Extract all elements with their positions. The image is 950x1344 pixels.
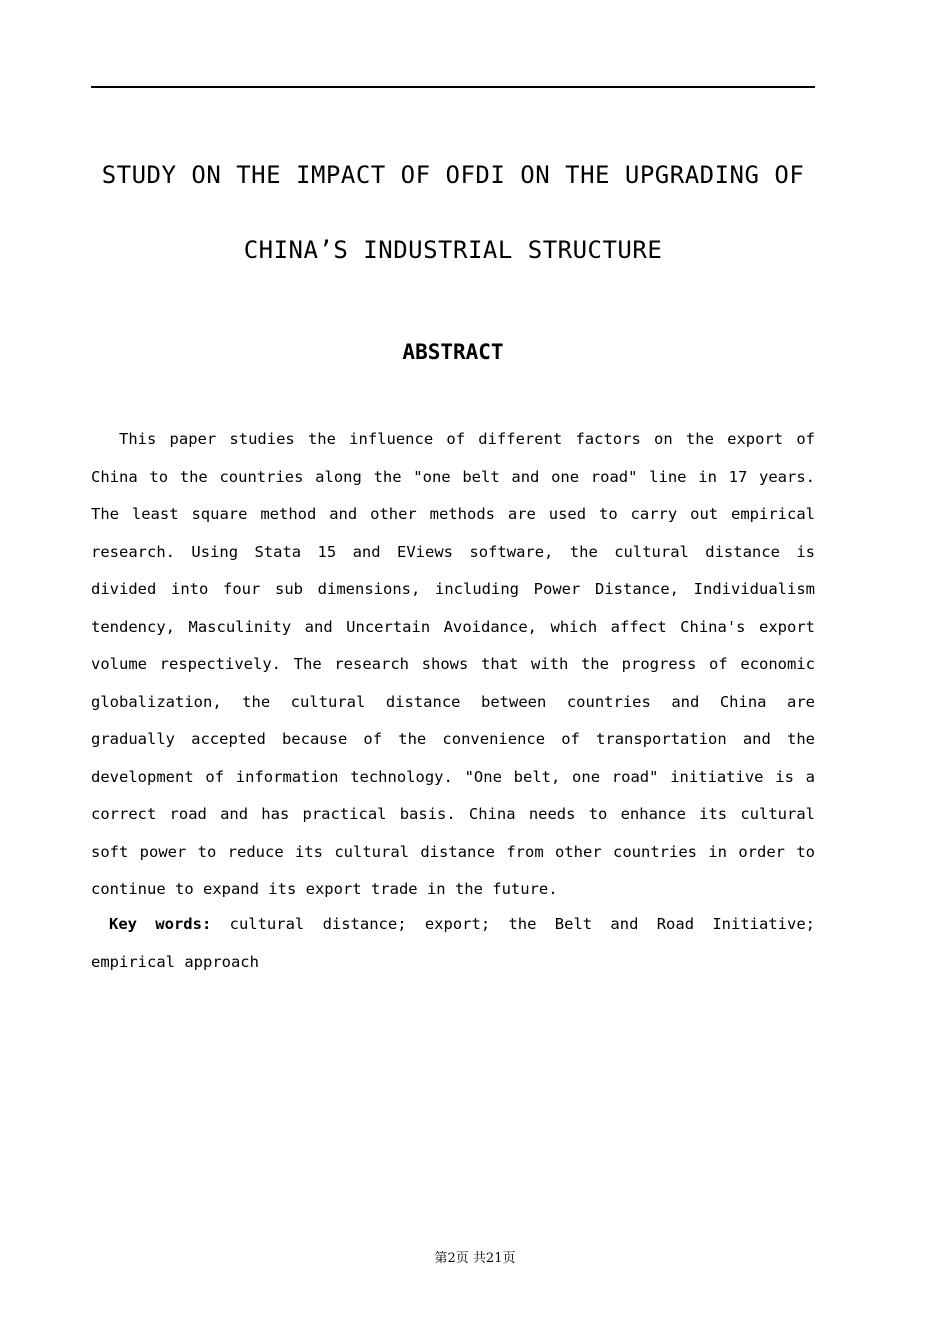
keywords-paragraph bbox=[91, 906, 815, 981]
title-line-2: CHINA’S INDUSTRIAL STRUCTURE bbox=[243, 236, 663, 264]
keywords-label: Key words: bbox=[109, 915, 212, 933]
page-footer: 第2页 共21页 bbox=[434, 1251, 516, 1266]
header-rule bbox=[91, 86, 815, 88]
abstract-paragraph: This paper studies the influence of different factors on the export of China to the countries along the "one belt and one road" line in 17 years. The least square method and other methods are used to carry out empirical research. Using Stata 15 and EViews software, the cultural distance is divided into four sub dimensions, including Power Distance, Individualism tendency, Masculinity and Uncertain Avoidance, which affect China's export volume respectively. The research shows that with the progress of economic globalization, the cultural distance between countries and China are gradually accepted because of the convenience of transportation and the development of information technology. "One belt, one road" initiative is a correct road and has practical basis. China needs to enhance its cultural soft power to reduce its cultural distance from other countries in order to continue to expand its export trade in the future. bbox=[91, 430, 815, 898]
title-line-1: STUDY ON THE IMPACT OF OFDI ON THE UPGRADING OF bbox=[101, 161, 805, 189]
abstract-heading: ABSTRACT bbox=[402, 340, 504, 364]
keywords-text: cultural distance; export; the Belt and Road Initiative; empirical approach bbox=[91, 915, 815, 971]
